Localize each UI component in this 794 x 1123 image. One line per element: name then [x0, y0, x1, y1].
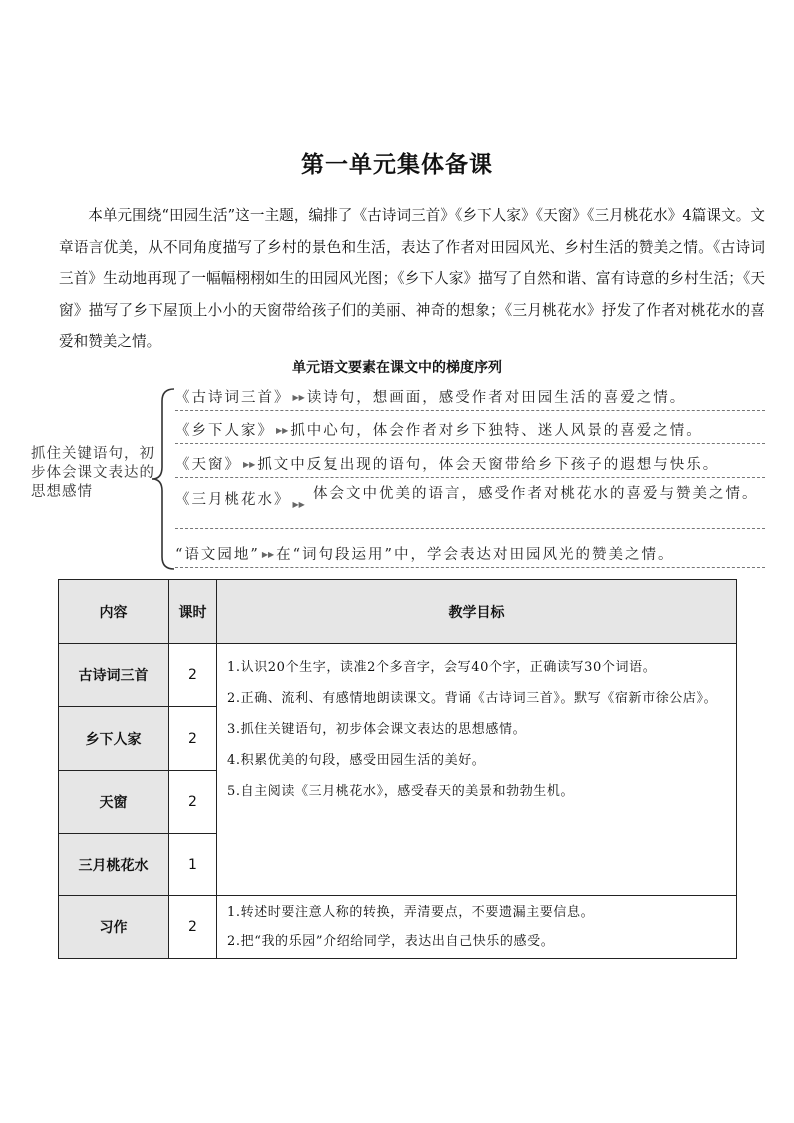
- header-hours: 课时: [169, 580, 217, 644]
- sequence-item: [175, 453, 765, 478]
- double-arrow-icon: ▶▶: [261, 550, 275, 559]
- sequence-book: 《天窗》: [175, 457, 241, 473]
- sequence-text: 抓文中反复出现的语句，体会天窗带给乡下孩子的遐想与快乐。: [257, 457, 720, 473]
- lesson-name: 天窗: [59, 771, 169, 834]
- lesson-name: 三月桃花水: [59, 834, 169, 896]
- goal-item: 1.认识20个生字，读准2个多音字，会写40个字，正确读写30个词语。: [227, 660, 657, 675]
- lesson-name: 乡下人家: [59, 707, 169, 771]
- table-header-row: [59, 580, 737, 644]
- sequence-text: 在“词句段运用”中，学会表达对田园风光的赞美之情。: [276, 547, 675, 563]
- sequence-title: 单元语文要素在课文中的梯度序列: [292, 360, 502, 376]
- curly-brace-icon: [150, 387, 176, 571]
- goal-item: 2.正确、流利、有感情地朗读课文。背诵《古诗词三首》。默写《宿新市徐公店》。: [227, 691, 718, 706]
- header-content: 内容: [59, 580, 169, 644]
- intro-paragraph: 本单元围绕“田园生活”这一主题，编排了《古诗词三首》《乡下人家》《天窗》《三月桃花水》4篇课文。文章语言优美，从不同角度描写了乡村的景色和生活，表达了作者对田园风光、乡村生活的赞美之情。《古诗词三首》生动地再现了一幅幅栩栩如生的田园风光图；《乡下人家》描写了自然和谐、富有诗意的乡村生活；《天窗》描写了乡下屋顶上小小的天窗带给孩子们的美丽、神奇的想象；《三月桃花水》抒发了作者对桃花水的喜爱和赞美之情。: [59, 207, 765, 350]
- goal-item: 4.积累优美的句段，感受田园生活的美好。: [227, 753, 486, 768]
- sequence-item: [175, 543, 765, 568]
- goal-item: 5.自主阅读《三月桃花水》，感受春天的美景和勃勃生机。: [227, 784, 575, 799]
- sequence-book: 《乡下人家》: [175, 423, 274, 439]
- double-arrow-icon: ▶▶: [276, 426, 289, 435]
- table-row: [59, 644, 737, 707]
- double-arrow-icon: ▶▶: [243, 460, 256, 469]
- sequence-text: 抓中心句，体会作者对乡下独特、迷人风景的喜爱之情。: [290, 423, 703, 439]
- lesson-hours: 2: [169, 771, 217, 834]
- sequence-item: [175, 486, 765, 529]
- lesson-hours: 2: [169, 707, 217, 771]
- sequence-text: 读诗句，想画面，感受作者对田园生活的喜爱之情。: [306, 390, 687, 406]
- reading-goals: [217, 644, 737, 896]
- lesson-name: 古诗词三首: [59, 644, 169, 707]
- sequence-book: “语文园地”: [175, 547, 260, 563]
- goal-item: 1.转述时要注意人称的转换，弄清要点，不要遗漏主要信息。: [227, 905, 595, 920]
- lesson-hours: 2: [169, 644, 217, 707]
- header-goals: 教学目标: [217, 580, 737, 644]
- lesson-hours: 2: [169, 896, 217, 959]
- lesson-plan-table: [58, 579, 737, 959]
- lesson-hours: 1: [169, 834, 217, 896]
- double-arrow-icon: ▶▶: [292, 500, 305, 509]
- goal-item: 3.抓住关键语句，初步体会课文表达的思想感情。: [227, 722, 527, 737]
- sequence-book: 《三月桃花水》: [175, 492, 291, 508]
- sequence-item: [175, 419, 765, 444]
- goal-item: 2.把“我的乐园”介绍给同学，表达出自己快乐的感受。: [227, 934, 555, 949]
- writing-goals: [217, 896, 737, 959]
- page-title: 第一单元集体备课: [301, 152, 493, 178]
- sequence-text: 体会文中优美的语言，感受作者对桃花水的喜爱与赞美之情。: [313, 486, 759, 502]
- double-arrow-icon: ▶▶: [292, 393, 305, 402]
- sequence-left-note: 抓住关键语句，初步体会课文表达的思想感情: [31, 446, 155, 500]
- sequence-item: [175, 386, 765, 411]
- sequence-book: 《古诗词三首》: [175, 390, 291, 406]
- lesson-name: 习作: [59, 896, 169, 959]
- table-row: [59, 896, 737, 959]
